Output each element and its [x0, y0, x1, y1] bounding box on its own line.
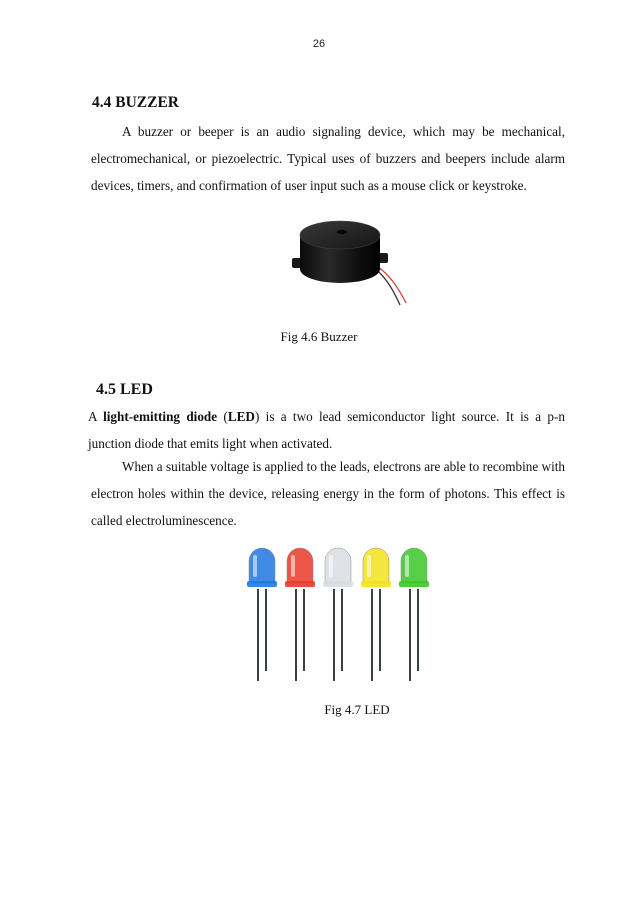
- led-image: [238, 545, 438, 685]
- led-p1-rest: ) is a two lead semiconductor light source. It is a p-n junction diode that emits light when activated.: [88, 409, 565, 451]
- led-p1-prefix: A: [88, 409, 104, 424]
- led-p1-paren: (: [217, 409, 228, 424]
- led-abbr: LED: [227, 409, 255, 424]
- led-3: [323, 548, 353, 681]
- buzzer-image: [286, 213, 416, 313]
- buzzer-figure-caption: Fig 4.6 Buzzer: [280, 329, 358, 344]
- led-1: [247, 548, 277, 681]
- led-term: light-emitting diode: [103, 409, 218, 424]
- page-number: 26: [312, 38, 326, 50]
- led-paragraph-2: When a suitable voltage is applied to the leads, electrons are able to recombine with electron holes within the device, releasing energy in the form of photons. This effect is called electroluminescence.: [91, 459, 565, 528]
- led-5: [399, 548, 429, 681]
- led-paragraph-1: [88, 403, 565, 457]
- buzzer-paragraph: A buzzer or beeper is an audio signaling device, which may be mechanical, electromechanical, or piezoelectric. Typical uses of buzzers and beepers include alarm devices, timers, and confirmation of user input such as a mouse click or keystroke.: [91, 124, 565, 193]
- led-figure-caption: Fig 4.7 LED: [324, 702, 390, 717]
- buzzer-heading: 4.4 BUZZER: [92, 94, 179, 111]
- led-heading: 4.5 LED: [96, 381, 153, 398]
- led-2: [285, 548, 315, 681]
- led-4: [361, 548, 391, 681]
